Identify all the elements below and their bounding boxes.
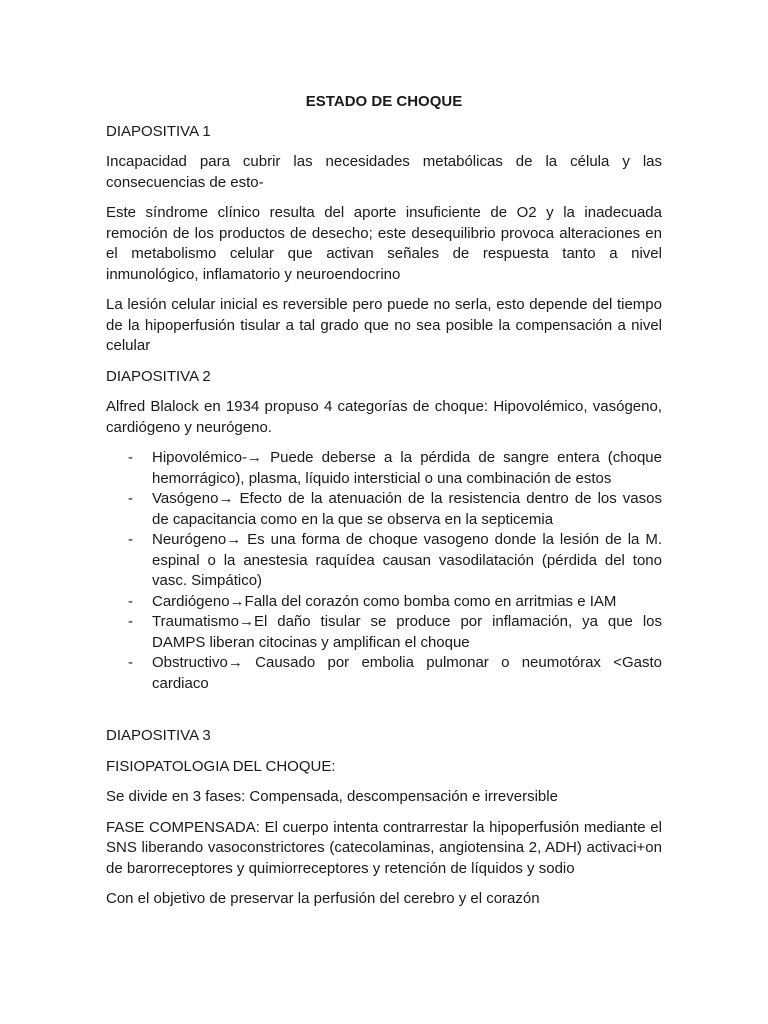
bullet-dash: - — [128, 613, 133, 630]
list-item-text: Neurógeno→ Es una forma de choque vasogeno donde la lesión de la M. espinal o la anestesia raquídea causan vasodilatación (pérdida del tono vasc. Simpático) — [152, 531, 662, 589]
paragraph-definition: Incapacidad para cubrir las necesidades metabólicas de la célula y las consecuencias de esto- — [106, 153, 662, 191]
list-item-text: Traumatismo→El daño tisular se produce por inflamación, ya que los DAMPS liberan citocinas y amplifican el choque — [152, 613, 662, 651]
paragraph-blalock: Alfred Blalock en 1934 propuso 4 categorías de choque: Hipovolémico, vasógeno, cardiógeno y neurógeno. — [106, 398, 662, 436]
list-item — [106, 592, 662, 613]
paragraph-objective: Con el objetivo de preservar la perfusión del cerebro y el corazón — [106, 890, 540, 907]
list-item — [106, 612, 662, 653]
slide-1-heading: DIAPOSITIVA 1 — [106, 122, 211, 140]
bullet-dash: - — [128, 531, 133, 548]
shock-types-list — [106, 448, 662, 694]
paragraph-phases: Se divide en 3 fases: Compensada, descompensación e irreversible — [106, 788, 558, 805]
list-item-text: Cardiógeno→Falla del corazón como bomba como en arritmias e IAM — [152, 592, 617, 610]
physiopathology-heading: FISIOPATOLOGIA DEL CHOQUE: — [106, 757, 336, 775]
bullet-dash: - — [128, 449, 133, 466]
list-item — [106, 448, 662, 489]
paragraph-cellular-lesion: La lesión celular inicial es reversible pero puede no serla, esto depende del tiempo de la hipoperfusión tisular a tal grado que no sea posible la compensación a nivel celular — [106, 296, 662, 354]
slide-3-heading: DIAPOSITIVA 3 — [106, 727, 211, 744]
list-item-text: Obstructivo→ Causado por embolia pulmonar o neumotórax <Gasto cardiaco — [152, 654, 662, 692]
list-item — [106, 489, 662, 530]
bullet-dash: - — [128, 490, 133, 507]
list-item — [106, 530, 662, 592]
blank-line — [106, 704, 662, 726]
slide-2-heading: DIAPOSITIVA 2 — [106, 367, 211, 385]
list-item-text: Vasógeno→ Efecto de la atenuación de la resistencia dentro de los vasos de capacitancia como en la que se observa en la septicemia — [152, 490, 662, 528]
paragraph-compensated-phase: FASE COMPENSADA: El cuerpo intenta contrarrestar la hipoperfusión mediante el SNS liberando vasoconstrictores (catecolaminas, angiotensina 2, ADH) activaci+on de barorreceptores y quimiorreceptores y retención de líquidos y sodio — [106, 818, 662, 877]
bullet-dash: - — [128, 592, 133, 610]
list-item — [106, 653, 662, 694]
list-item-text: Hipovolémico-→ Puede deberse a la pérdida de sangre entera (choque hemorrágico), plasma, líquido intersticial o una combinación de estos — [152, 449, 662, 487]
paragraph-syndrome: Este síndrome clínico resulta del aporte insuficiente de O2 y la inadecuada remoción de los productos de desecho; este desequilibrio provoca alteraciones en el metabolismo celular que activan señales de respuesta tanto a nivel inmunológico, inflamatorio y neuroendocrino — [106, 204, 662, 283]
bullet-dash: - — [128, 654, 133, 671]
document-title: ESTADO DE CHOQUE — [305, 93, 463, 110]
